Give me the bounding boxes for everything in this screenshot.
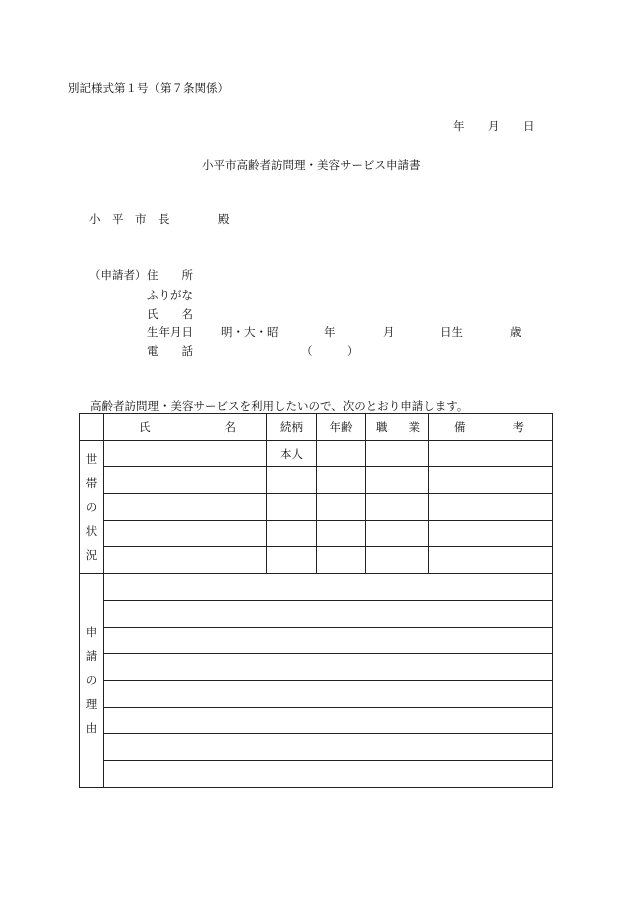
reason-row bbox=[80, 734, 553, 761]
reason-line[interactable] bbox=[104, 600, 553, 627]
phone-label: 電 話 bbox=[147, 344, 193, 358]
name-label: 氏 名 bbox=[147, 307, 193, 321]
reason-line[interactable] bbox=[104, 760, 553, 787]
remarks-cell[interactable] bbox=[429, 494, 553, 521]
date-year-label: 年 bbox=[453, 119, 465, 133]
reason-line[interactable] bbox=[104, 734, 553, 761]
header-occupation: 職 業 bbox=[366, 414, 429, 441]
birth-year-label: 年 bbox=[324, 325, 336, 339]
era-options: 明・大・昭 bbox=[221, 325, 279, 339]
birth-day-label: 日生 bbox=[440, 325, 463, 339]
form-number: 別記様式第１号（第７条関係） bbox=[68, 81, 229, 95]
household-row bbox=[80, 467, 553, 494]
reason-row bbox=[80, 600, 553, 627]
phone-parentheses: （ ） bbox=[301, 344, 359, 358]
remarks-cell[interactable] bbox=[429, 440, 553, 467]
furigana-label: ふりがな bbox=[147, 288, 193, 302]
age-cell[interactable] bbox=[317, 520, 366, 547]
reason-row bbox=[80, 574, 553, 601]
addressee-suffix: 殿 bbox=[218, 212, 230, 226]
header-age: 年齢 bbox=[317, 414, 366, 441]
table-header-row bbox=[80, 414, 553, 441]
addressee-label: 小 平 市 長 bbox=[89, 212, 170, 226]
date-day-label: 日 bbox=[523, 119, 535, 133]
occupation-cell[interactable] bbox=[366, 440, 429, 467]
household-row bbox=[80, 547, 553, 574]
age-label: 歳 bbox=[510, 325, 522, 339]
header-relation: 続柄 bbox=[267, 414, 317, 441]
reason-line[interactable] bbox=[104, 680, 553, 707]
relation-cell[interactable] bbox=[267, 547, 317, 574]
reason-row bbox=[80, 707, 553, 734]
name-cell[interactable] bbox=[104, 547, 267, 574]
relation-cell[interactable]: 本人 bbox=[267, 440, 317, 467]
reason-line[interactable] bbox=[104, 574, 553, 601]
intro-text: 高齢者訪問理・美容サービスを利用したいので、次のとおり申請します。 bbox=[90, 399, 469, 413]
age-cell[interactable] bbox=[317, 494, 366, 521]
birthdate-label: 生年月日 bbox=[147, 325, 193, 339]
relation-cell[interactable] bbox=[267, 520, 317, 547]
occupation-cell[interactable] bbox=[366, 467, 429, 494]
reason-line[interactable] bbox=[104, 627, 553, 654]
form-title: 小平市高齢者訪問理・美容サービス申請書 bbox=[202, 158, 421, 172]
date-month-label: 月 bbox=[488, 119, 500, 133]
reason-row bbox=[80, 680, 553, 707]
age-cell[interactable] bbox=[317, 547, 366, 574]
age-cell[interactable] bbox=[317, 440, 366, 467]
remarks-cell[interactable] bbox=[429, 547, 553, 574]
occupation-cell[interactable] bbox=[366, 494, 429, 521]
name-cell[interactable] bbox=[104, 494, 267, 521]
occupation-cell[interactable] bbox=[366, 520, 429, 547]
application-reason-label: 申 請 の 理 由 bbox=[80, 574, 104, 788]
corner-cell bbox=[80, 414, 104, 441]
birth-month-label: 月 bbox=[383, 325, 395, 339]
applicant-label: （申請者） bbox=[89, 268, 147, 282]
reason-row bbox=[80, 654, 553, 681]
reason-row bbox=[80, 760, 553, 787]
header-remarks: 備 考 bbox=[429, 414, 553, 441]
reason-line[interactable] bbox=[104, 654, 553, 681]
relation-cell[interactable] bbox=[267, 467, 317, 494]
reason-line[interactable] bbox=[104, 707, 553, 734]
address-label: 住 所 bbox=[147, 268, 193, 282]
relation-cell[interactable] bbox=[267, 494, 317, 521]
name-cell[interactable] bbox=[104, 520, 267, 547]
header-name: 氏 名 bbox=[104, 414, 267, 441]
household-row bbox=[80, 440, 553, 467]
remarks-cell[interactable] bbox=[429, 520, 553, 547]
age-cell[interactable] bbox=[317, 467, 366, 494]
household-status-label: 世 帯 の 状 況 bbox=[80, 440, 104, 573]
household-row bbox=[80, 520, 553, 547]
remarks-cell[interactable] bbox=[429, 467, 553, 494]
occupation-cell[interactable] bbox=[366, 547, 429, 574]
name-cell[interactable] bbox=[104, 467, 267, 494]
reason-row bbox=[80, 627, 553, 654]
name-cell[interactable] bbox=[104, 440, 267, 467]
household-row bbox=[80, 494, 553, 521]
household-reason-table bbox=[79, 413, 553, 788]
